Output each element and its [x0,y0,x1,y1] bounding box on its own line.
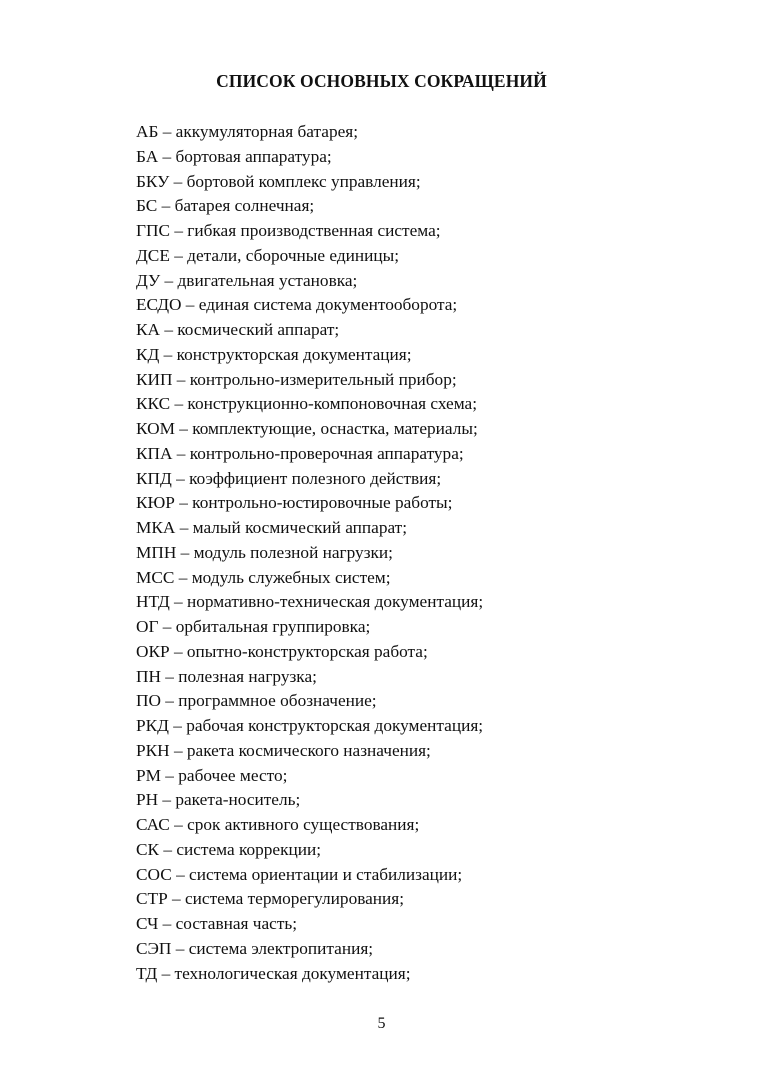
list-item: КОМ – комплектующие, оснастка, материалы; [136,419,478,438]
list-item: РКН – ракета космического назначения; [136,740,431,760]
list-item: ДСЕ – детали, сборочные единицы; [136,245,400,265]
list-item: ЕСДО – единая система документооборота; [136,295,458,315]
list-item: ДУ – двигательная установка; [136,270,358,290]
list-item: МПН – модуль полезной нагрузки; [136,542,393,562]
list-item: КПА – контрольно-проверочная аппаратура; [136,443,464,463]
list-item: ОГ – орбитальная группировка; [136,617,371,636]
abbreviation-list [136,120,483,986]
list-item: ККС – конструкционно-компоновочная схема; [136,394,478,414]
list-item: ОКР – опытно-конструкторская работа; [136,641,428,661]
list-item: ПН – полезная нагрузка; [136,666,317,686]
list-item: КИП – контрольно-измерительный прибор; [136,369,457,389]
list-item: СТР – система терморегулирования; [136,889,405,909]
page-title: СПИСОК ОСНОВНЫХ СОКРАЩЕНИЙ [216,71,547,91]
list-item: МСС – модуль служебных систем; [136,567,391,587]
list-item: КА – космический аппарат; [136,320,340,339]
list-item: ПО – программное обозначение; [136,691,377,711]
list-item: СЭП – система электропитания; [136,938,374,958]
page-number: 5 [377,1015,386,1032]
list-item: РКД – рабочая конструкторская документация; [136,716,484,735]
list-item: КЮР – контрольно-юстировочные работы; [136,493,453,513]
list-item: КД – конструкторская документация; [136,344,412,364]
list-item: СОС – система ориентации и стабилизации; [136,864,463,884]
list-item: СК – система коррекции; [136,839,322,859]
list-item: ТД – технологическая документация; [136,963,411,983]
list-item: РМ – рабочее место; [136,765,288,785]
list-item: САС – срок активного существования; [136,815,420,834]
list-item: ГПС – гибкая производственная система; [136,221,441,240]
list-item: СЧ – составная часть; [136,914,298,933]
list-item: АБ – аккумуляторная батарея; [136,122,359,141]
list-item: БА – бортовая аппаратура; [136,146,332,166]
list-item: МКА – малый космический аппарат; [136,518,408,537]
list-item: БС – батарея солнечная; [136,196,315,216]
list-item: НТД – нормативно-техническая документация; [136,592,484,612]
list-item: КПД – коэффициент полезного действия; [136,468,442,488]
list-item: БКУ – бортовой комплекс управления; [136,171,421,191]
list-item: РН – ракета-носитель; [136,790,301,810]
